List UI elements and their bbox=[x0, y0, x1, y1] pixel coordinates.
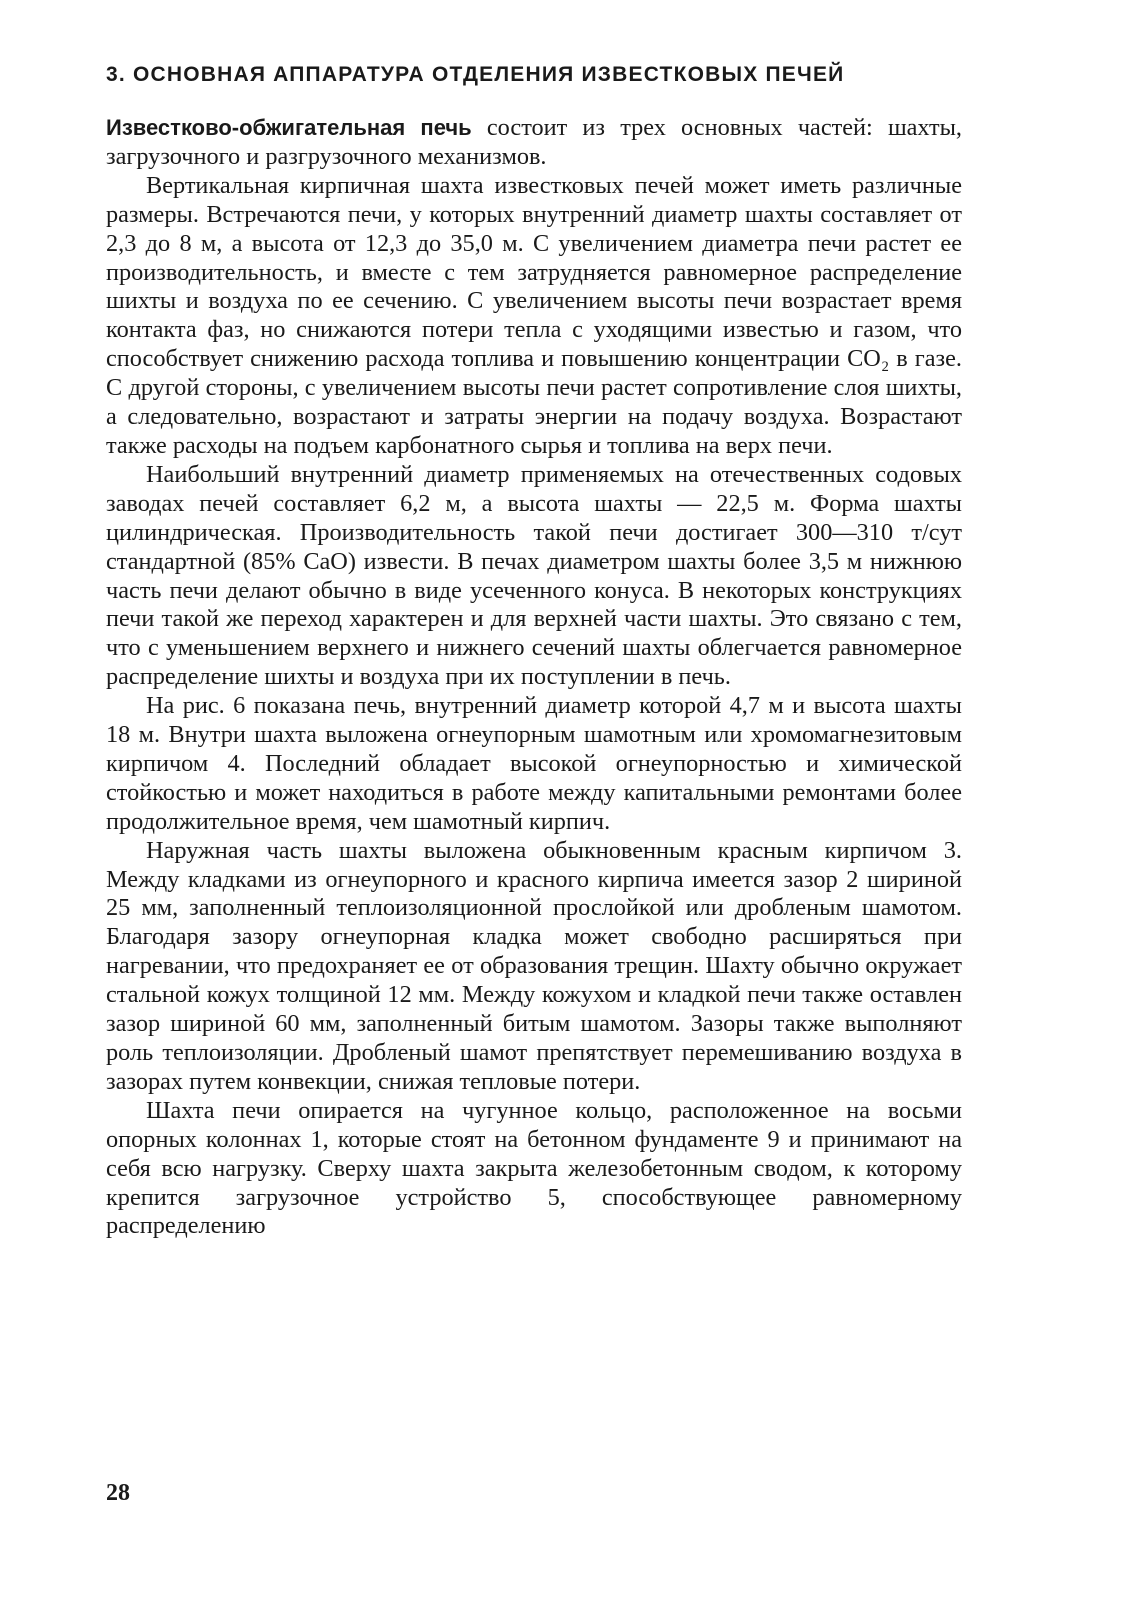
body-text bbox=[106, 114, 962, 1241]
lead-term: Известково-обжигательная печь bbox=[106, 115, 472, 140]
paragraph-1-text: состоит из трех основных частей: шахты, загрузочного и разгрузочного механизмов. bbox=[106, 114, 962, 170]
document-page bbox=[106, 60, 962, 1560]
paragraph-4: На рис. 6 показана печь, внутренний диаметр которой 4,7 м и высота шахты 18 м. Внутри шахта выложена огнеупорным шамотным или хромомагнезитовым кирпичом 4. Последний обладает высокой огнеупорностью и химической стойкостью и может находиться в работе между капитальными ремонтами более продолжительное время, чем шамотный кирпич. bbox=[106, 692, 962, 835]
section-heading: 3. ОСНОВНАЯ АППАРАТУРА ОТДЕЛЕНИЯ ИЗВЕСТКОВЫХ ПЕЧЕЙ bbox=[106, 63, 845, 86]
paragraph-1 bbox=[106, 114, 962, 172]
paragraph-3: Наибольший внутренний диаметр применяемых на отечественных содовых заводах печей составляет 6,2 м, а высота шахты — 22,5 м. Форма шахты цилиндрическая. Производительность такой печи достигает 300—310 т/сут стандартной (85% CaO) извести. В печах диаметром шахты более 3,5 м нижнюю часть печи делают обычно в виде усеченного конуса. В некоторых конструкциях печи такой же переход характерен и для верхней части шахты. Это связано с тем, что с уменьшением верхнего и нижнего сечений шахты облегчается равномерное распределение шихты и воздуха при их поступлении в печь. bbox=[106, 460, 962, 691]
page-number: 28 bbox=[106, 1480, 130, 1506]
paragraph-6: Шахта печи опирается на чугунное кольцо, расположенное на восьми опорных колоннах 1, которые стоят на бетонном фундаменте 9 и принимают на себя всю нагрузку. Сверху шахта закрыта железобетонным сводом, к которому крепится загрузочное устройство 5, способствующее равномерному распределению bbox=[106, 1096, 962, 1240]
paragraph-2: Вертикальная кирпичная шахта известковых печей может иметь различные размеры. Встречаются печи, у которых внутренний диаметр шахты составляет от 2,3 до 8 м, а высота от 12,3 до 35,0 м. С увеличением диаметра печи растет ее производительность, и вместе с тем затрудняется равномерное распределение шихты и воздуха по ее сечению. С увеличением высоты печи возрастает время контакта фаз, но снижаются потери тепла с уходящими известью и газом, что способствует снижению расхода топлива и повышению концентрации CO₂ в газе. С другой стороны, с увеличением высоты печи растет сопротивление слоя шихты, а следовательно, возрастают и затраты энергии на подачу воздуха. Возрастают также расходы на подъем карбонатного сырья и топлива на верх печи. bbox=[106, 171, 962, 459]
paragraph-5: Наружная часть шахты выложена обыкновенным красным кирпичом 3. Между кладками из огнеупорного и красного кирпича имеется зазор 2 шириной 25 мм, заполненный теплоизоляционной прослойкой или дробленым шамотом. Благодаря зазору огнеупорная кладка может свободно расширяться при нагревании, что предохраняет ее от образования трещин. Шахту обычно окружает стальной кожух толщиной 12 мм. Между кожухом и кладкой печи также оставлен зазор шириной 60 мм, заполненный битым шамотом. Зазоры также выполняют роль теплоизоляции. Дробленый шамот препятствует перемешиванию воздуха в зазорах путем конвекции, снижая тепловые потери. bbox=[106, 836, 962, 1095]
